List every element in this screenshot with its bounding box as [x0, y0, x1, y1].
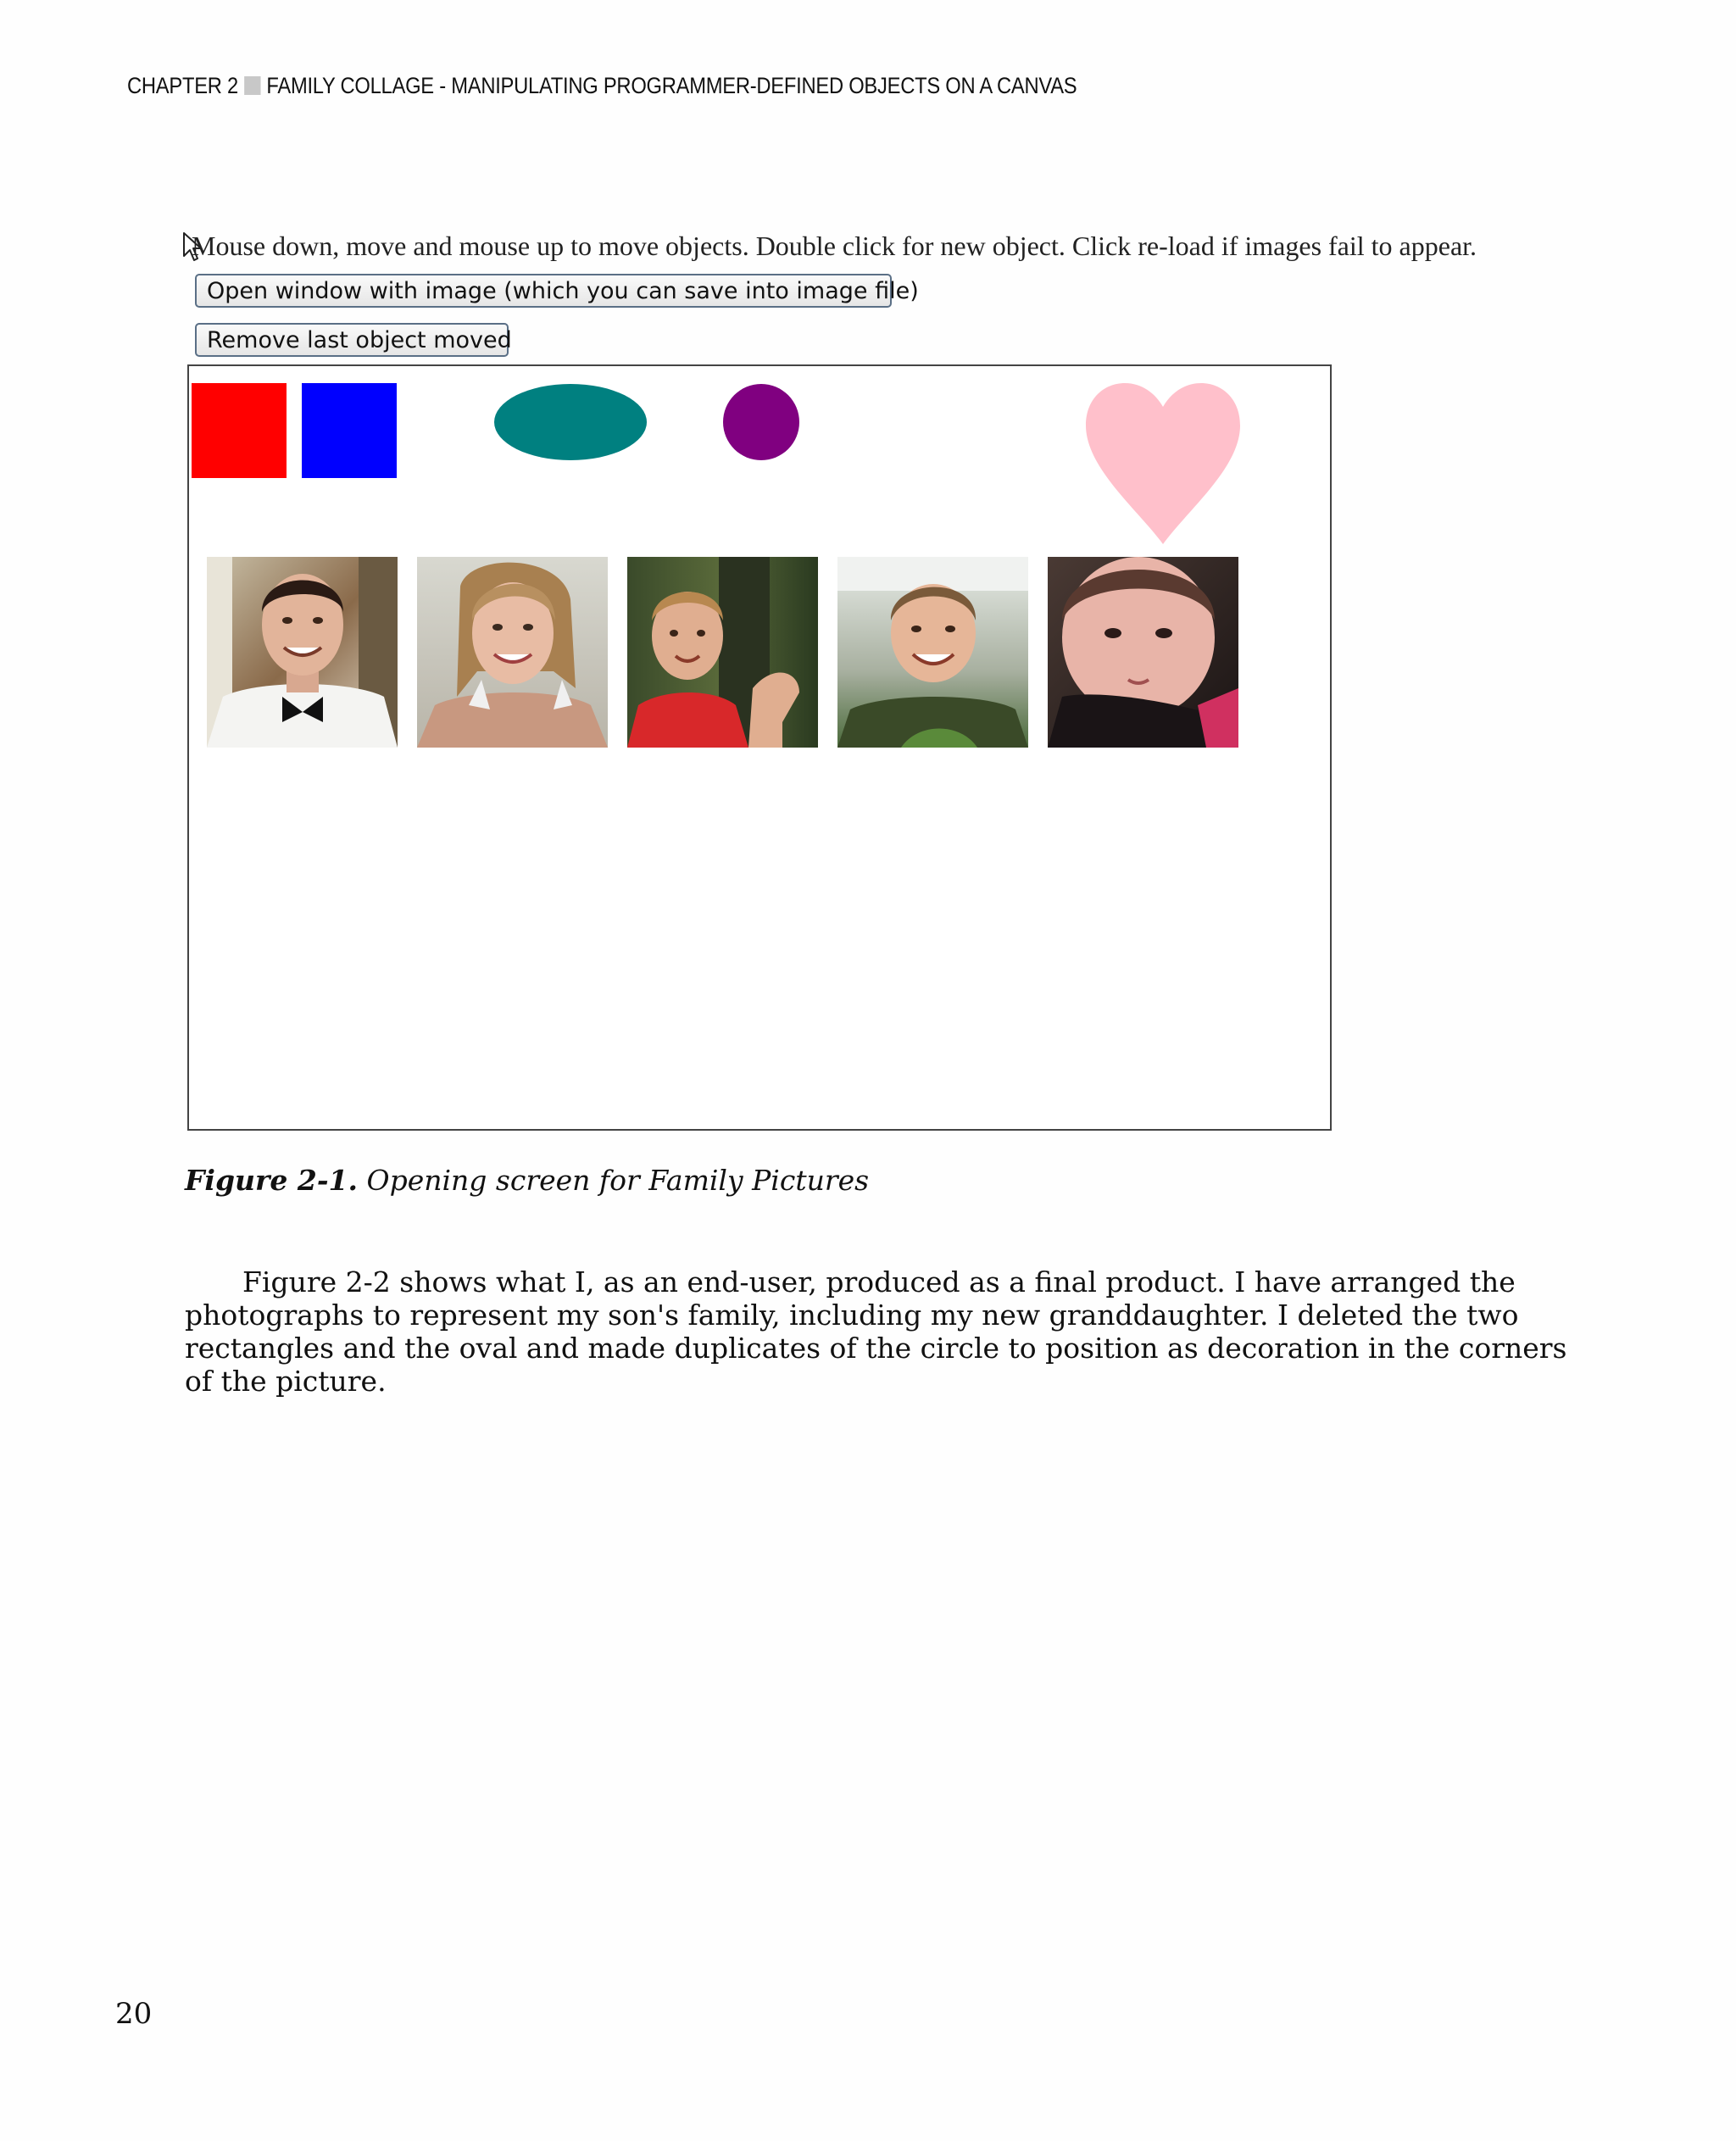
red-rectangle[interactable] — [192, 383, 287, 478]
blue-rectangle[interactable] — [302, 383, 397, 478]
photo-newborn-baby[interactable] — [1048, 557, 1238, 748]
photo-man-in-tuxedo[interactable] — [207, 557, 398, 748]
figure-label: Figure 2-1. — [185, 1164, 359, 1197]
photo-boy-in-red-shirt[interactable] — [627, 557, 818, 748]
pink-heart[interactable] — [1086, 383, 1240, 544]
running-header — [127, 73, 1077, 99]
page-number: 20 — [115, 1997, 153, 2031]
chapter-label: CHAPTER 2 — [127, 73, 238, 98]
photo-smiling-woman[interactable] — [417, 557, 608, 748]
photo-smiling-boy[interactable] — [837, 557, 1028, 748]
remove-last-object-button[interactable]: Remove last object moved — [195, 323, 509, 357]
canvas-drawing — [189, 366, 1330, 1129]
teal-oval[interactable] — [494, 384, 647, 460]
chapter-title: FAMILY COLLAGE - MANIPULATING PROGRAMMER-DEFINED OBJECTS ON A CANVAS — [266, 73, 1077, 98]
figure-caption — [185, 1164, 869, 1197]
figure-caption-text: Opening screen for Family Pictures — [366, 1164, 870, 1197]
purple-circle[interactable] — [723, 384, 799, 460]
instructions-text: Mouse down, move and mouse up to move objects. Double click for new object. Click re-load if images fail to appear. — [192, 231, 1477, 261]
separator-square-icon — [244, 76, 260, 95]
collage-canvas[interactable] — [187, 364, 1332, 1131]
open-window-button[interactable]: Open window with image (which you can save into image file) — [195, 274, 892, 308]
body-paragraph: Figure 2-2 shows what I, as an end-user, produced as a final product. I have arranged the photographs to represent my son's family, including my new granddaughter. I deleted the two rectangles and the oval and made duplicates of the circle to position as decoration in the corners of the picture. — [185, 1265, 1567, 1398]
